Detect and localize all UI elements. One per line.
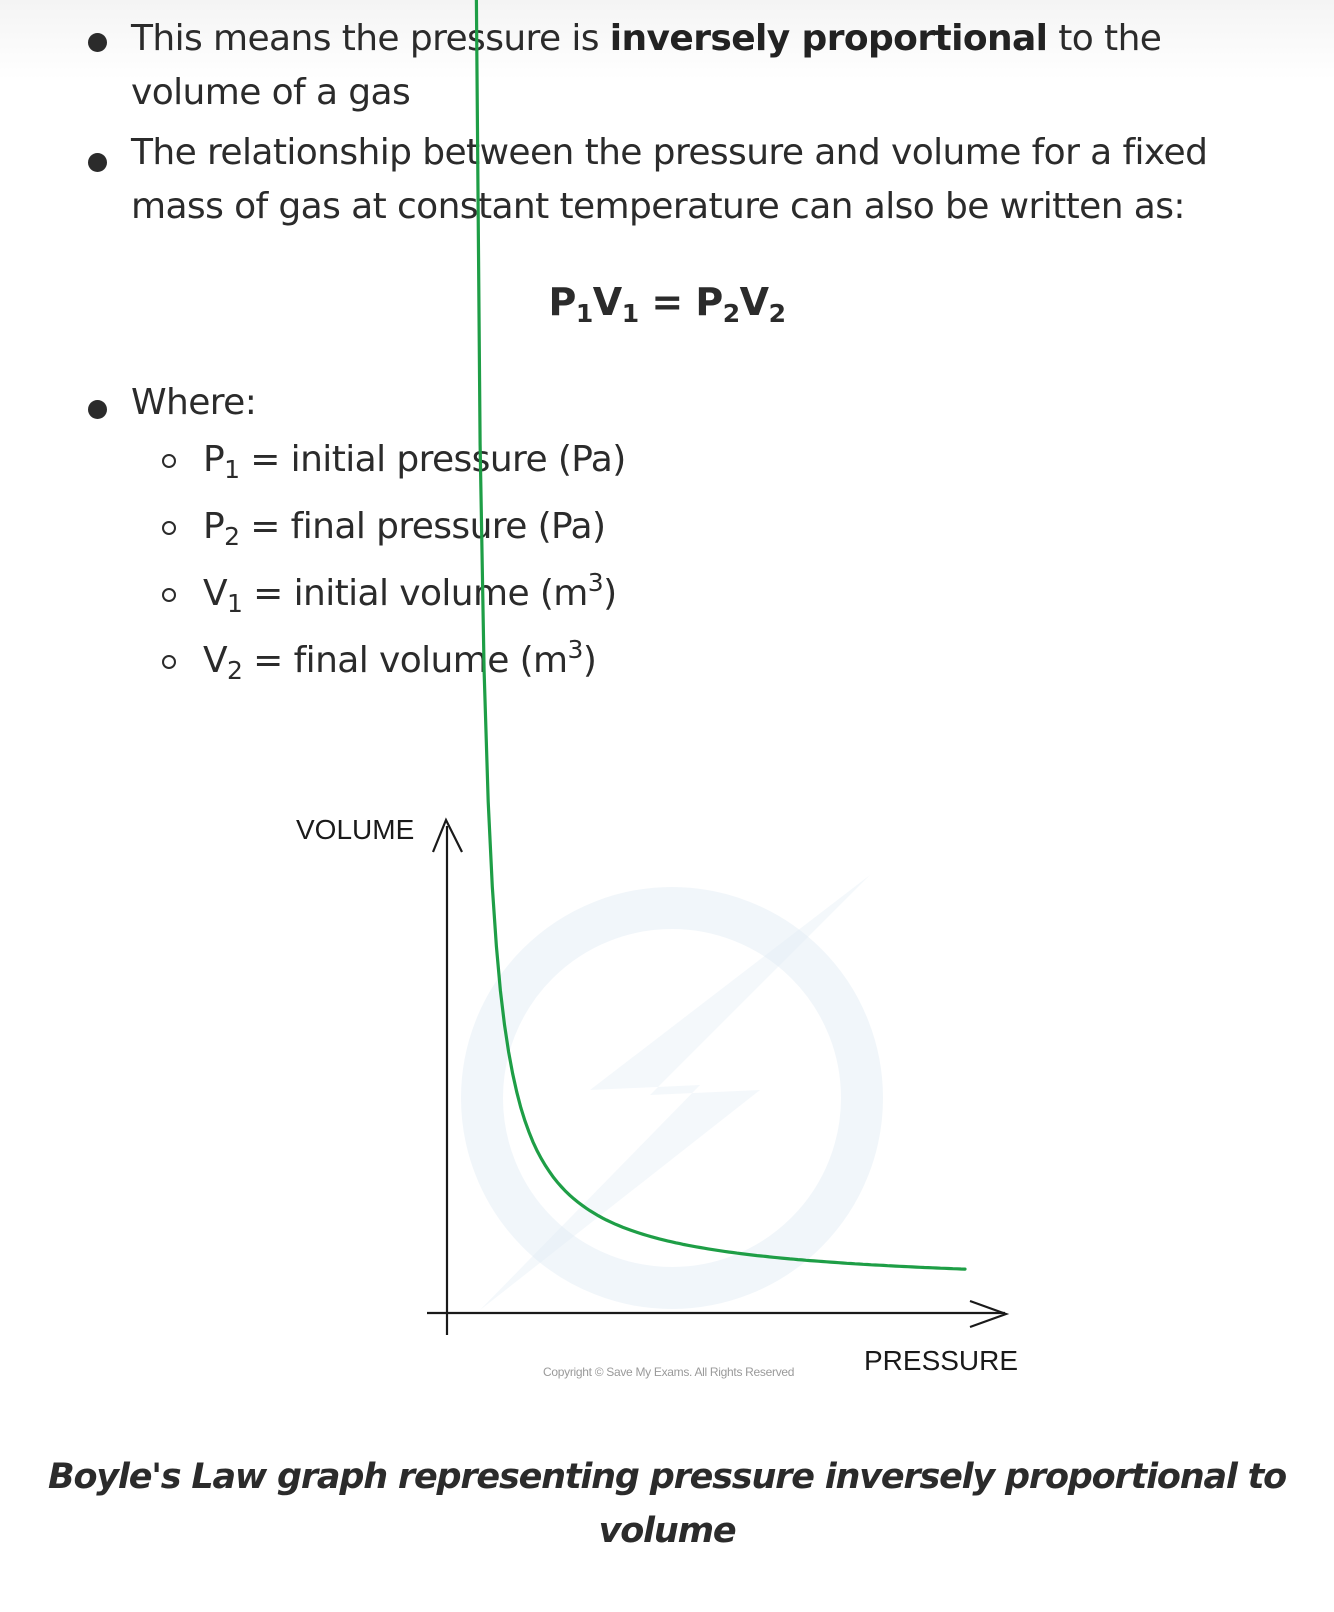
definition-text xyxy=(203,568,617,618)
def-text: = final pressure (Pa) xyxy=(239,506,606,547)
eq-equals: = xyxy=(638,280,696,324)
sub-bullet-circle xyxy=(162,454,176,468)
def-unit-superscript: 3 xyxy=(587,568,604,597)
bullet-dot xyxy=(88,400,107,419)
eq-p2: P xyxy=(695,280,723,324)
def-subscript: 2 xyxy=(224,522,240,551)
def-subscript: 1 xyxy=(227,589,243,618)
bullet-text-suffix: to the volume of a gas xyxy=(131,18,1162,113)
bullet-where xyxy=(0,376,1334,436)
definition-text xyxy=(203,504,605,550)
bullet-text: The relationship between the pressure and volume for a fixed mass of gas at constant temperature can also be written as: xyxy=(131,132,1208,227)
sub-bullet-circle xyxy=(162,588,176,602)
copyright-notice: Copyright © Save My Exams. All Rights Reserved xyxy=(543,1365,795,1379)
definition-p2 xyxy=(0,504,1334,554)
bullet-text-bold: inversely proportional xyxy=(609,18,1048,59)
definition-v1 xyxy=(0,568,1334,621)
def-text: = initial pressure (Pa) xyxy=(239,439,626,480)
def-text: = final volume (m xyxy=(242,640,568,681)
def-subscript: 2 xyxy=(227,656,243,685)
definition-p1 xyxy=(0,437,1334,487)
def-close: ) xyxy=(582,640,597,681)
eq-sub1: 1 xyxy=(575,299,593,328)
eq-p1: P xyxy=(548,280,576,324)
bullet-dot xyxy=(88,33,107,52)
bullet-relationship xyxy=(0,126,1334,236)
x-axis-label: PRESSURE xyxy=(864,1345,1019,1376)
sub-bullet-circle xyxy=(162,521,176,535)
def-unit-superscript: 3 xyxy=(567,635,583,664)
eq-v2: V xyxy=(739,280,769,324)
def-symbol: P xyxy=(203,439,225,480)
figure-caption: Boyle's Law graph representing pressure inversely proportional to volume xyxy=(47,1457,1287,1551)
bullet-text xyxy=(131,12,1281,120)
bullet-text-prefix: This means the pressure is xyxy=(131,18,610,59)
sub-bullet-circle xyxy=(162,655,176,669)
bullet-inverse-proportional xyxy=(0,6,1334,116)
y-axis-arrowhead xyxy=(433,820,462,852)
eq-v1: V xyxy=(592,280,622,324)
def-symbol: V xyxy=(203,573,228,614)
watermark-bolt xyxy=(480,875,870,1310)
definition-v2 xyxy=(0,635,1334,688)
y-axis-label: VOLUME xyxy=(296,814,415,845)
def-subscript: 1 xyxy=(224,455,240,484)
definition-text xyxy=(203,437,626,483)
eq-sub3: 2 xyxy=(722,299,740,328)
watermark-ring xyxy=(482,908,862,1288)
bullet-dot xyxy=(88,153,107,172)
definition-text xyxy=(203,635,597,685)
def-symbol: V xyxy=(203,640,228,681)
eq-sub2: 1 xyxy=(621,299,639,328)
boyles-law-equation xyxy=(0,280,1334,328)
def-symbol: P xyxy=(203,506,225,547)
def-close: ) xyxy=(603,573,617,614)
watermark-logo xyxy=(480,875,870,1310)
x-axis-arrowhead xyxy=(970,1301,1006,1327)
bullet-text: Where: xyxy=(131,382,257,423)
eq-sub4: 2 xyxy=(768,299,786,328)
def-text: = initial volume (m xyxy=(242,573,588,614)
